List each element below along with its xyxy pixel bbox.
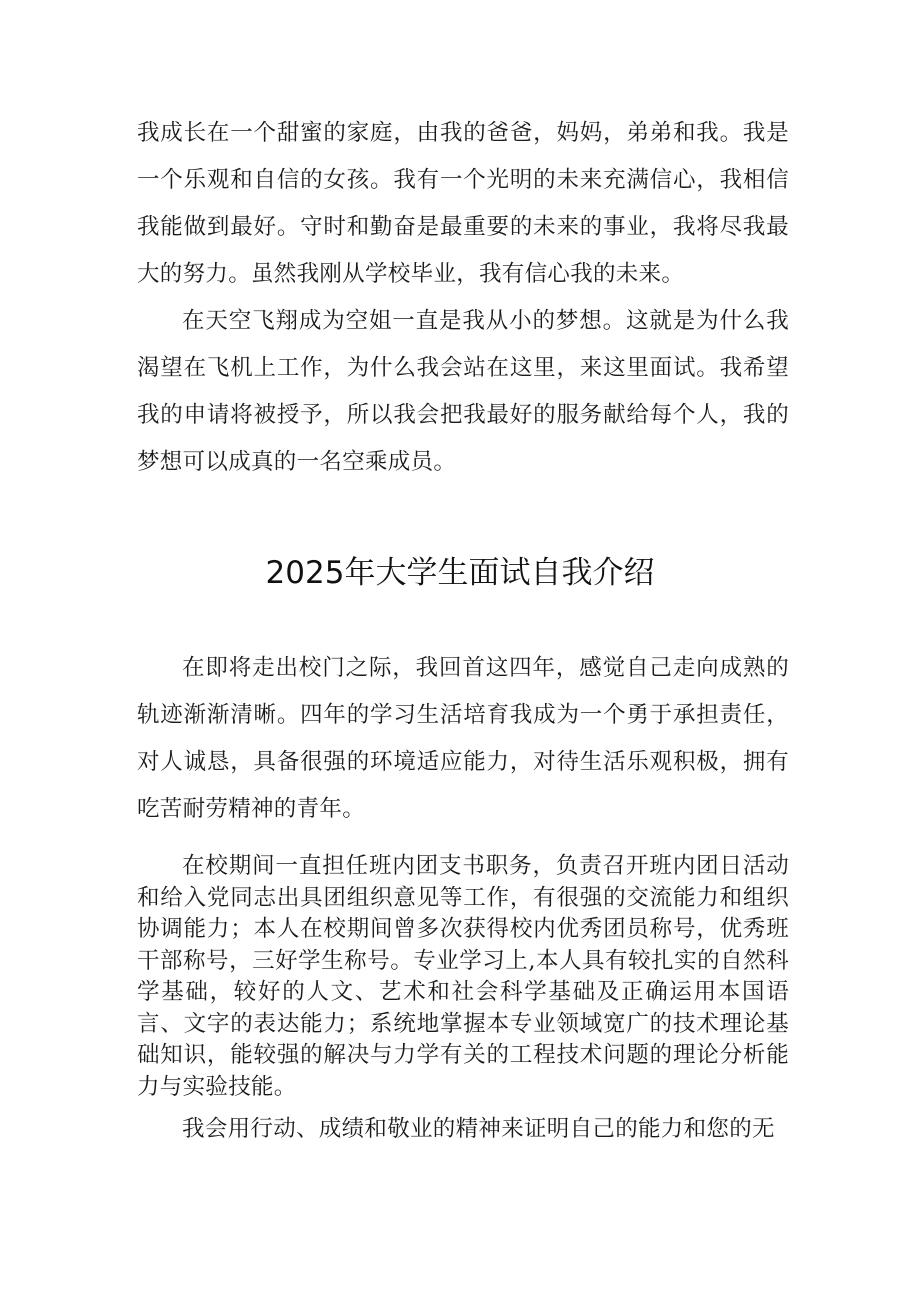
section-paragraph-closing: 我会用行动、成绩和敬业的精神来证明自己的能力和您的无 — [182, 1116, 775, 1142]
intro-paragraph-dream: 在天空飞翔成为空姐一直是我从小的梦想。这就是为什么我渴望在飞机上工作，为什么我会站在这里，来这里面试。我希望我的申请将被授予，所以我会把我最好的服务献给每个人，我的梦想可以成真的一名空乘成员。 — [137, 308, 789, 475]
section-paragraph-experience: 在校期间一直担任班内团支书职务，负责召开班内团日活动和给入党同志出具团组织意见等工作，有很强的交流能力和组织协调能力；本人在校期间曾多次获得校内优秀团员称号，优秀班干部称号，三好学生称号。专业学习上,本人具有较扎实的自然科学基础，较好的人文、艺术和社会科学基础及正确运用本国语言、文字的表达能力；系统地掌握本专业领域宽广的技术理论基础知识，能较强的解决与力学有关的工程技术问题的理论分析能力与实验技能。 — [137, 853, 789, 1100]
section-paragraph-growth: 在即将走出校门之际，我回首这四年，感觉自己走向成熟的轨迹渐渐清晰。四年的学习生活培育我成为一个勇于承担责任，对人诚恳，具备很强的环境适应能力，对待生活乐观积极，拥有吃苦耐劳精神的青年。 — [137, 655, 789, 822]
intro-paragraph-family: 我成长在一个甜蜜的家庭，由我的爸爸，妈妈，弟弟和我。我是一个乐观和自信的女孩。我有一个光明的未来充满信心，我相信我能做到最好。守时和勤奋是最重要的未来的事业，我将尽我最大的努力。虽然我刚从学校毕业，我有信心我的未来。 — [137, 120, 789, 287]
section-title: 2025年大学生面试自我介绍 — [265, 555, 655, 591]
